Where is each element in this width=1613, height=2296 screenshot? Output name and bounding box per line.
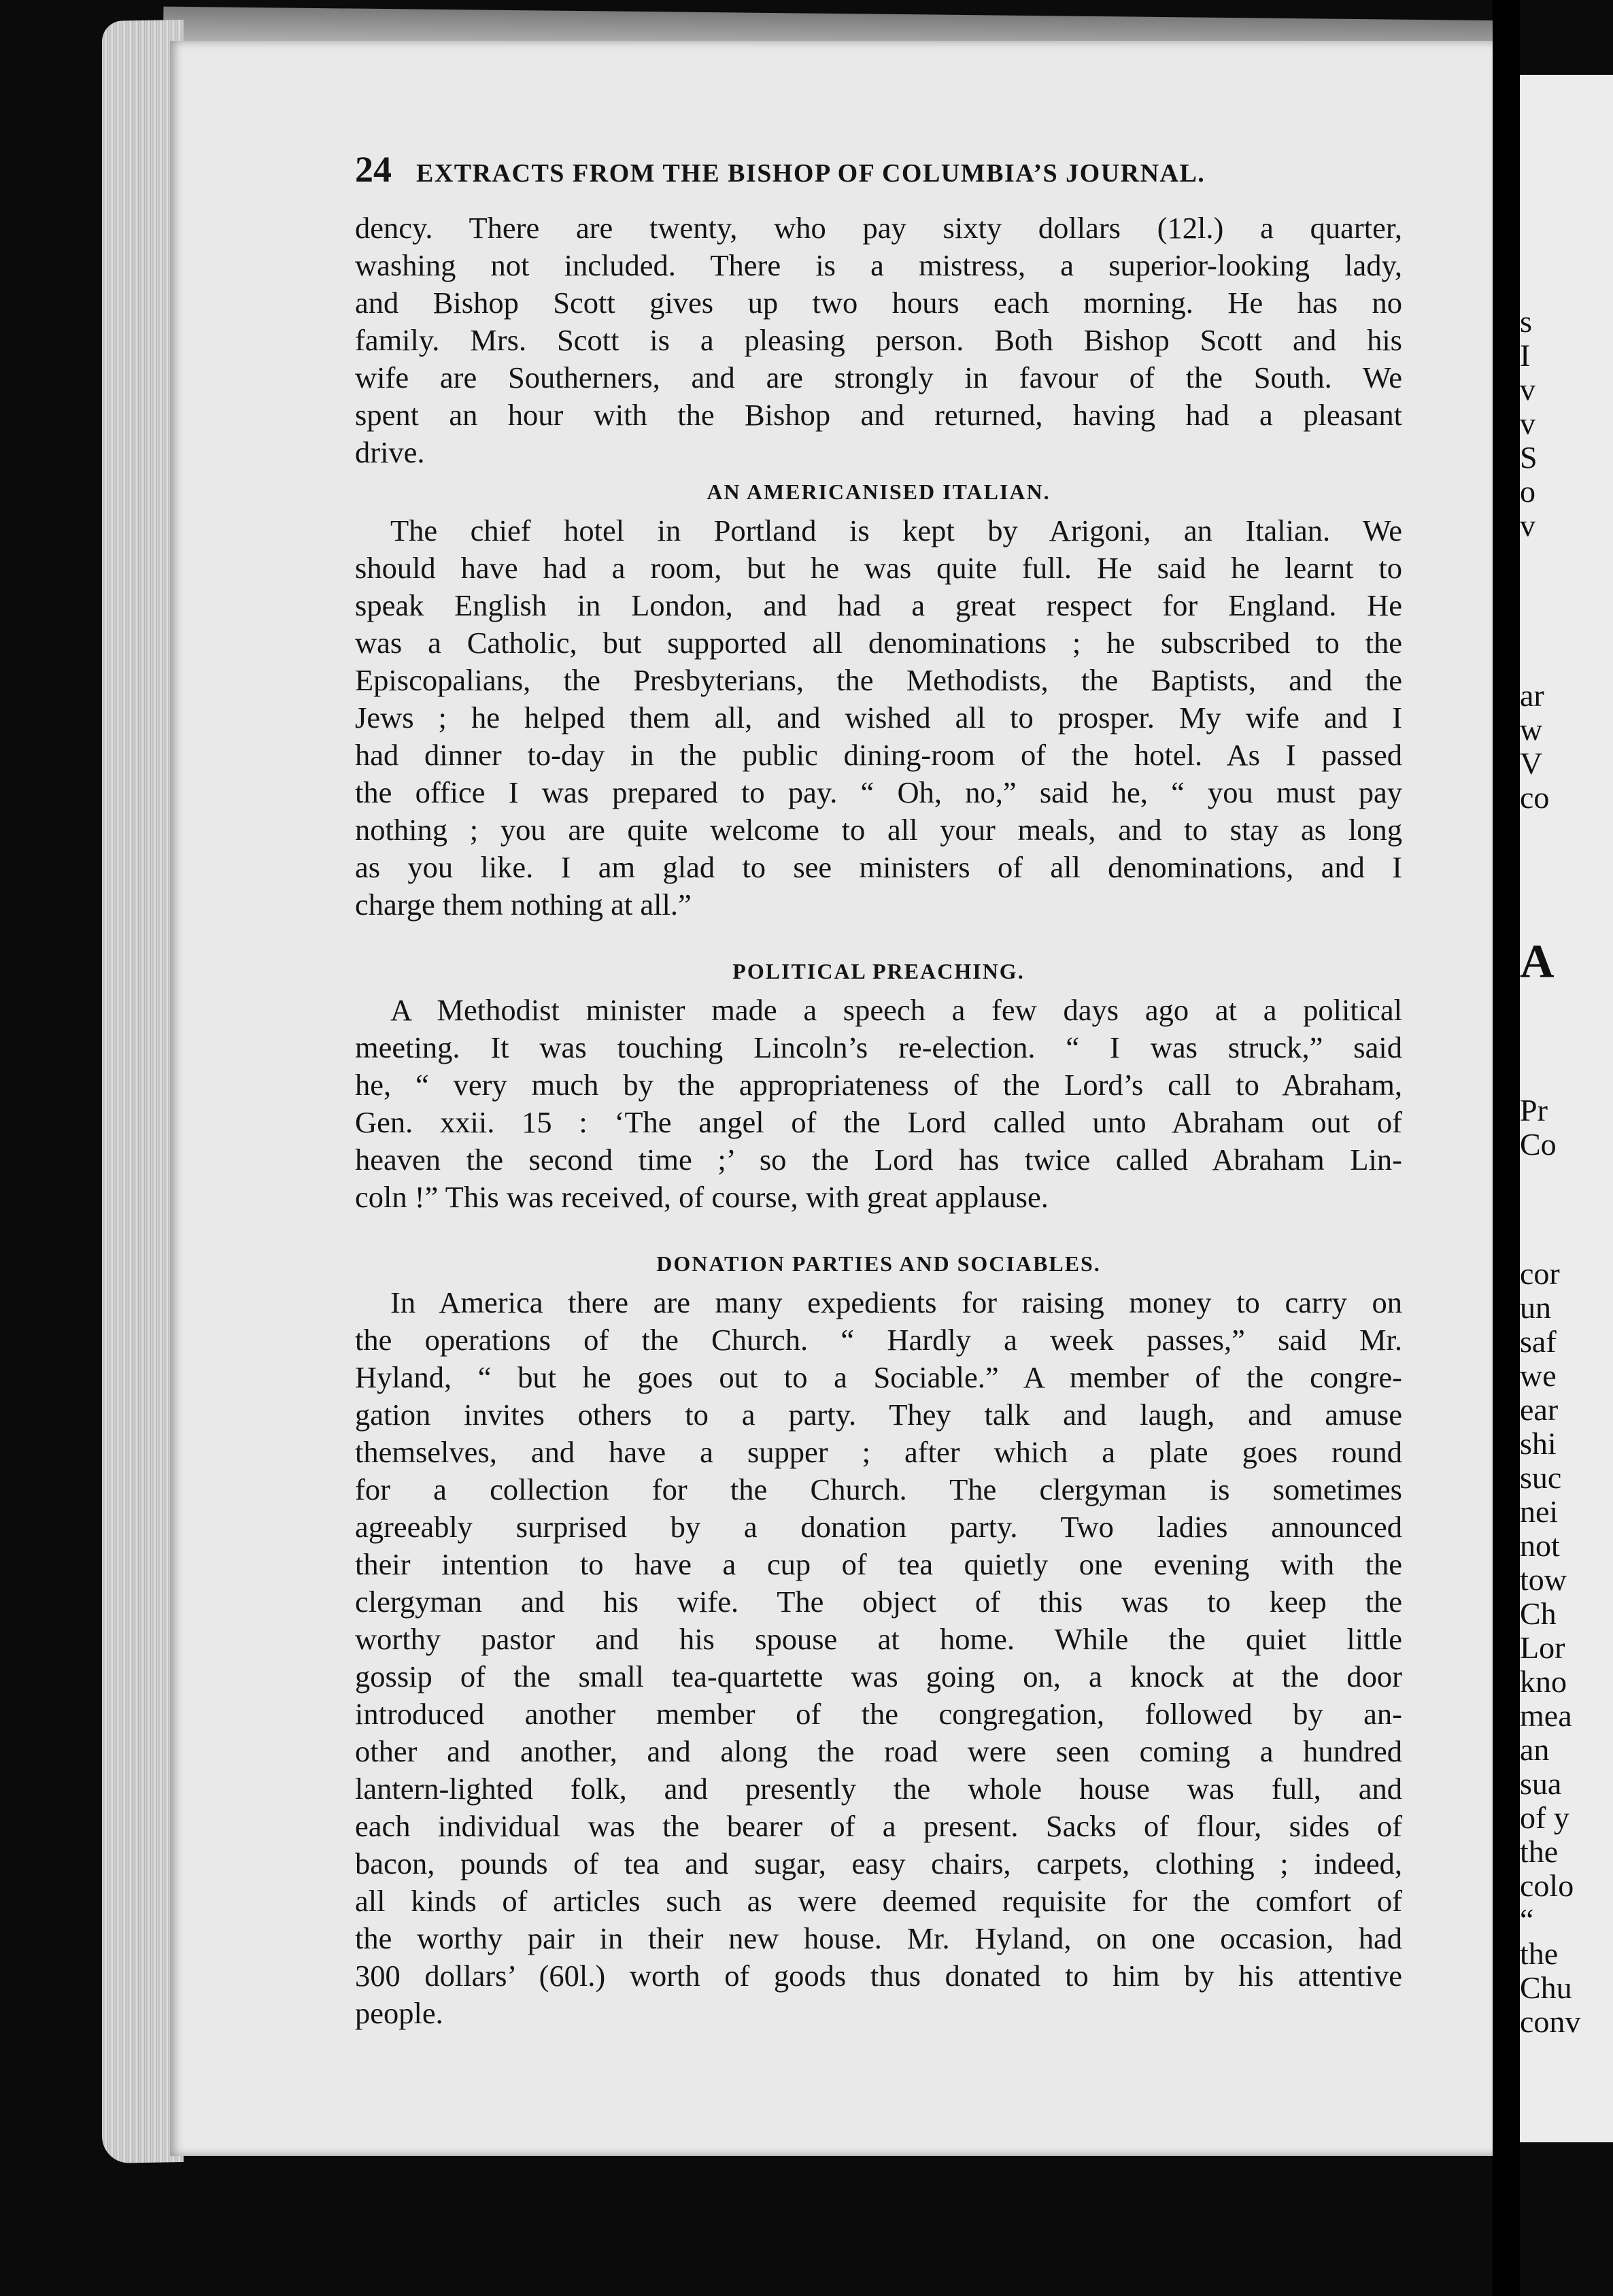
text-line: people. [355, 1996, 443, 2030]
text-line: themselves, and have a supper ; after which a plate goes round [355, 1435, 1402, 1469]
text-line: In America there are many expedients for raising money to carry on [390, 1285, 1402, 1319]
right-page-text-fragment: kno [1520, 1664, 1567, 1699]
text-line: washing not included. There is a mistress, a superior-looking lady, [355, 248, 1402, 282]
text-line: coln !” This was received, of course, with great applause. [355, 1180, 1049, 1214]
section-heading: POLITICAL PREACHING. [732, 959, 1025, 983]
text-line: Episcopalians, the Presbyterians, the Methodists, the Baptists, and the [355, 663, 1402, 697]
text-line: gation invites others to a party. They talk and laugh, and amuse [355, 1398, 1402, 1432]
right-page-text-fragment: of y [1520, 1800, 1569, 1835]
text-line: Gen. xxii. 15 : ‘The angel of the Lord called unto Abraham out of [355, 1105, 1402, 1139]
text-line: the worthy pair in their new house. Mr. Hyland, on one occasion, had [355, 1921, 1402, 1955]
page-number: 24 [355, 149, 392, 190]
paragraph [355, 992, 1402, 1216]
right-page-text-fragment: not [1520, 1528, 1560, 1563]
text-line: gossip of the small tea-quartette was going on, a knock at the door [355, 1659, 1402, 1693]
right-page-text-fragment: v [1520, 406, 1535, 441]
right-page-text-fragment: Pr [1520, 1093, 1548, 1128]
right-page-text-fragment: o [1520, 474, 1535, 509]
text-line: their intention to have a cup of tea quietly one evening with the [355, 1547, 1402, 1581]
text-line: clergyman and his wife. The object of this was to keep the [355, 1585, 1402, 1619]
text-line: family. Mrs. Scott is a pleasing person. Both Bishop Scott and his [355, 323, 1402, 357]
text-line: nothing ; you are quite welcome to all your meals, and to stay as long [355, 813, 1402, 847]
text-line: for a collection for the Church. The clergyman is sometimes [355, 1472, 1402, 1506]
page-text-block [355, 148, 1402, 2032]
right-page-text-fragment: the [1520, 1936, 1559, 1971]
text-line: drive. [355, 435, 425, 469]
text-line: he, “ very much by the appropriateness of the Lord’s call to Abraham, [355, 1068, 1402, 1102]
running-title: EXTRACTS FROM THE BISHOP OF COLUMBIA’S JOURNAL. [416, 159, 1206, 188]
paragraph [355, 1284, 1402, 2032]
text-line: the operations of the Church. “ Hardly a week passes,” said Mr. [355, 1323, 1402, 1357]
text-line: charge them nothing at all.” [355, 888, 692, 922]
right-page-text-fragment: s [1520, 304, 1532, 339]
right-page-text-fragment: ar [1520, 678, 1544, 713]
text-line: worthy pastor and his spouse at home. While the quiet little [355, 1622, 1402, 1656]
right-page-text-fragment: cor [1520, 1256, 1560, 1291]
text-line: wife are Southerners, and are strongly in favour of the South. We [355, 360, 1402, 394]
right-page-fragment [1520, 75, 1613, 2142]
text-line: introduced another member of the congregation, followed by an- [355, 1697, 1402, 1731]
text-line: each individual was the bearer of a present. Sacks of flour, sides of [355, 1809, 1402, 1843]
right-page-text-fragment: v [1520, 372, 1535, 407]
right-page-text-fragment: un [1520, 1290, 1551, 1325]
right-page-text-fragment: I [1520, 338, 1531, 373]
right-page-text-fragment: Lor [1520, 1630, 1565, 1665]
right-page-text-fragment: we [1520, 1358, 1557, 1393]
section-heading: DONATION PARTIES AND SOCIABLES. [656, 1251, 1101, 1276]
text-line: other and another, and along the road were seen coming a hundred [355, 1734, 1402, 1768]
section-heading: AN AMERICANISED ITALIAN. [707, 479, 1051, 504]
right-page-text-fragment: V [1520, 746, 1543, 781]
right-page-text-fragment: co [1520, 780, 1550, 815]
text-line: meeting. It was touching Lincoln’s re-election. “ I was struck,” said [355, 1030, 1402, 1064]
text-line: and Bishop Scott gives up two hours each morning. He has no [355, 286, 1402, 320]
right-page-text-fragment: w [1520, 712, 1543, 747]
text-line: Jews ; he helped them all, and wished all to prosper. My wife and I [355, 700, 1402, 735]
right-page-text-fragment: mea [1520, 1698, 1572, 1733]
gutter [1493, 0, 1520, 2296]
right-page-text-fragment: A [1520, 936, 1555, 988]
right-page-text-fragment: “ [1520, 1902, 1534, 1937]
text-line: lantern-lighted folk, and presently the whole house was full, and [355, 1772, 1402, 1806]
right-page-text-fragment: an [1520, 1732, 1550, 1767]
running-head [355, 148, 1402, 209]
text-line: should have had a room, but he was quite full. He said he learnt to [355, 551, 1402, 585]
right-page-text-fragment: the [1520, 1834, 1559, 1869]
text-line: agreeably surprised by a donation party. Two ladies announced [355, 1510, 1402, 1544]
text-line: dency. There are twenty, who pay sixty dollars (12l.) a quarter, [355, 211, 1402, 245]
text-line: was a Catholic, but supported all denominations ; he subscribed to the [355, 626, 1402, 660]
paragraph [355, 512, 1402, 924]
right-page-text-fragment: ear [1520, 1392, 1559, 1427]
text-line: the office I was prepared to pay. “ Oh, no,” said he, “ you must pay [355, 775, 1402, 809]
right-page-text-fragment: colo [1520, 1868, 1574, 1903]
text-line: as you like. I am glad to see ministers of all denominations, and I [355, 850, 1402, 884]
text-line: A Methodist minister made a speech a few days ago at a political [390, 993, 1402, 1027]
text-line: Hyland, “ but he goes out to a Sociable.” A member of the congre- [355, 1360, 1402, 1394]
text-line: had dinner to-day in the public dining-room of the hotel. As I passed [355, 738, 1402, 772]
right-page-text-fragment: tow [1520, 1562, 1567, 1597]
right-page-text-fragment: v [1520, 508, 1535, 543]
right-page-text-fragment: S [1520, 440, 1538, 475]
right-page-text-fragment: nei [1520, 1494, 1559, 1529]
text-line: bacon, pounds of tea and sugar, easy chairs, carpets, clothing ; indeed, [355, 1846, 1402, 1880]
right-page-text-fragment: shi [1520, 1426, 1557, 1461]
text-line: 300 dollars’ (60l.) worth of goods thus donated to him by his attentive [355, 1959, 1402, 1993]
text-line: all kinds of articles such as were deemed requisite for the comfort of [355, 1884, 1402, 1918]
text-line: The chief hotel in Portland is kept by Arigoni, an Italian. We [390, 513, 1402, 547]
right-page-text-fragment: Co [1520, 1127, 1557, 1162]
right-page-text-fragment: sua [1520, 1766, 1562, 1801]
right-page-text-fragment: Ch [1520, 1596, 1557, 1631]
right-page-text-fragment: Chu [1520, 1970, 1572, 2005]
right-page-text-fragment: suc [1520, 1460, 1562, 1495]
text-line: heaven the second time ;’ so the Lord has twice called Abraham Lin- [355, 1143, 1402, 1177]
body-sections [355, 209, 1402, 2032]
right-page-text-fragment: conv [1520, 2004, 1581, 2039]
text-line: spent an hour with the Bishop and returned, having had a pleasant [355, 398, 1402, 432]
right-page-text-fragment: saf [1520, 1324, 1557, 1359]
paragraph [355, 209, 1402, 471]
text-line: speak English in London, and had a great respect for England. He [355, 588, 1402, 622]
